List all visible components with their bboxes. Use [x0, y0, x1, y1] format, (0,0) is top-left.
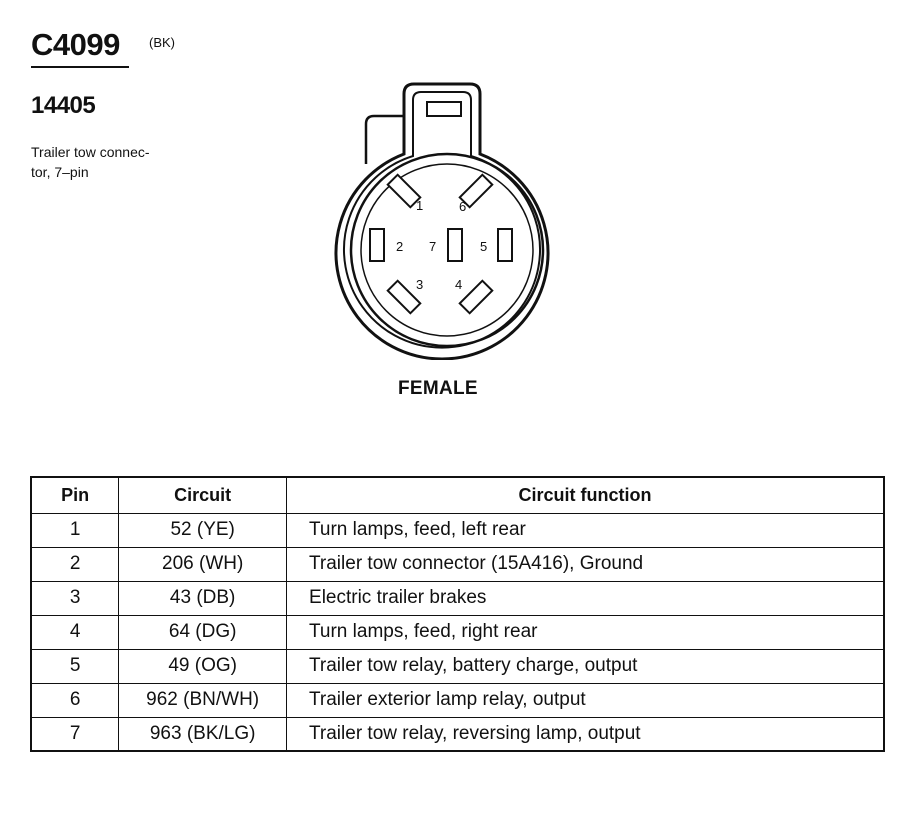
- cell-circuit: 962 (BN/WH): [119, 683, 287, 717]
- pin-label-4: 4: [455, 277, 463, 292]
- cell-pin: 2: [31, 547, 119, 581]
- cell-pin: 6: [31, 683, 119, 717]
- cell-circuit: 206 (WH): [119, 547, 287, 581]
- cell-function: Trailer tow relay, battery charge, output: [287, 649, 884, 683]
- table-row: [31, 581, 884, 615]
- header-function: Circuit function: [287, 477, 884, 513]
- gender-label: FEMALE: [398, 378, 478, 399]
- cell-function: Electric trailer brakes: [287, 581, 884, 615]
- description-line-1: Trailer tow connec-: [31, 144, 150, 160]
- cell-function: Trailer tow connector (15A416), Ground: [287, 547, 884, 581]
- connector-housing-inner: [344, 92, 540, 348]
- table-row: [31, 717, 884, 751]
- cell-function: Trailer exterior lamp relay, output: [287, 683, 884, 717]
- cell-pin: 5: [31, 649, 119, 683]
- pin-label-3: 3: [416, 277, 424, 292]
- cell-circuit: 43 (DB): [119, 581, 287, 615]
- color-code: (BK): [149, 35, 175, 50]
- pin-label-7: 7: [429, 239, 437, 254]
- table-row: [31, 547, 884, 581]
- cell-circuit: 52 (YE): [119, 513, 287, 547]
- description-line-2: tor, 7–pin: [31, 164, 89, 180]
- pin-socket-2: [370, 229, 384, 261]
- table-row: [31, 513, 884, 547]
- pin-socket-5: [498, 229, 512, 261]
- cell-function: Turn lamps, feed, left rear: [287, 513, 884, 547]
- table-row: [31, 683, 884, 717]
- part-number: 14405: [31, 92, 96, 119]
- header-circuit: Circuit: [119, 477, 287, 513]
- cell-circuit: 64 (DG): [119, 615, 287, 649]
- table-row: [31, 615, 884, 649]
- cell-circuit: 963 (BK/LG): [119, 717, 287, 751]
- pin-label-6: 6: [459, 199, 467, 214]
- cell-pin: 4: [31, 615, 119, 649]
- table-header-row: [31, 477, 884, 513]
- cell-circuit: 49 (OG): [119, 649, 287, 683]
- header-pin: Pin: [31, 477, 119, 513]
- cell-function: Trailer tow relay, reversing lamp, output: [287, 717, 884, 751]
- cell-function: Turn lamps, feed, right rear: [287, 615, 884, 649]
- table-row: [31, 649, 884, 683]
- connector-id: C4099: [31, 27, 120, 62]
- pin-label-2: 2: [396, 239, 404, 254]
- pin-socket-7: [448, 229, 462, 261]
- connector-description: [31, 142, 191, 182]
- cell-pin: 7: [31, 717, 119, 751]
- connector-face-diagram: [318, 80, 578, 360]
- connector-id-underline: [31, 66, 129, 68]
- cell-pin: 3: [31, 581, 119, 615]
- pin-socket-4: [460, 281, 493, 314]
- latch-bar: [427, 102, 461, 116]
- cell-pin: 1: [31, 513, 119, 547]
- pin-label-1: 1: [416, 198, 424, 213]
- pin-table: [30, 476, 885, 752]
- pin-label-5: 5: [480, 239, 488, 254]
